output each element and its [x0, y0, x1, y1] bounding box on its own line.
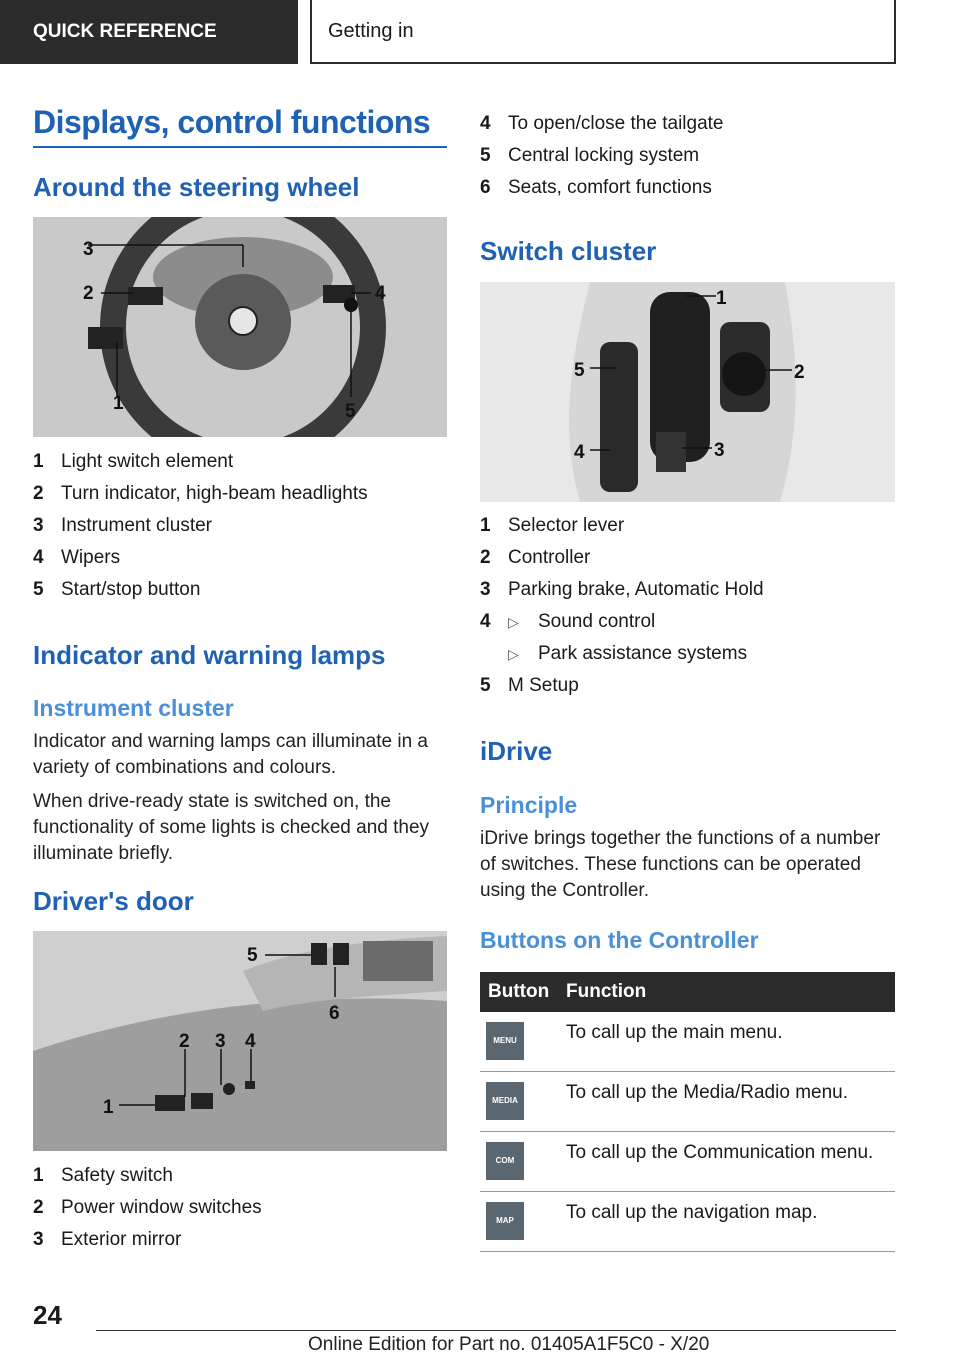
door-callout-1: 1 [103, 1097, 114, 1118]
item-text: Exterior mirror [61, 1229, 182, 1250]
item-text: Controller [508, 547, 591, 568]
item-text: Instrument cluster [61, 515, 212, 536]
lamps-para-2: When drive-ready state is switched on, the functionality of some lights is checked and they illuminate briefly. [33, 791, 430, 864]
steering-legend [33, 446, 447, 606]
item-text: Central locking system [508, 145, 700, 166]
item-number: 5 [33, 579, 44, 600]
list-item [480, 510, 895, 542]
switch-cluster-heading: Switch cluster [480, 236, 657, 266]
list-item [33, 478, 447, 510]
list-item [33, 1160, 447, 1192]
steering-callout-4: 4 [375, 283, 386, 304]
item-number: 3 [33, 1229, 44, 1250]
footer-edition: Online Edition for Part no. 01405A1F5C0 - X/20 [308, 1334, 710, 1355]
item-text: Parking brake, Automatic Hold [508, 579, 764, 600]
steering-heading: Around the steering wheel [33, 172, 360, 202]
item-number: 2 [33, 483, 44, 504]
item-text: Sound control [538, 611, 656, 632]
header-tab: QUICK REFERENCE [0, 0, 298, 64]
item-number: 1 [33, 1165, 44, 1186]
door-callout-6: 6 [329, 1003, 340, 1024]
table-header-row [480, 972, 895, 1012]
item-text: M Setup [508, 675, 579, 696]
list-item [480, 542, 895, 574]
footer-rule [96, 1330, 896, 1331]
cluster-callout-2: 2 [794, 362, 805, 383]
list-item [33, 542, 447, 574]
list-item [480, 606, 895, 638]
item-text: Light switch element [61, 451, 234, 472]
cluster-callout-4: 4 [574, 442, 585, 463]
item-number: 4 [480, 113, 491, 134]
list-item [33, 510, 447, 542]
steering-callout-1: 1 [113, 393, 124, 414]
cluster-callout-1: 1 [716, 288, 727, 309]
table-cell-function: To call up the Media/Radio menu. [558, 1072, 895, 1132]
item-text: To open/close the tailgate [508, 113, 724, 134]
table-cell-function: To call up the Communication menu. [558, 1132, 895, 1192]
buttons-heading: Buttons on the Controller [480, 927, 759, 953]
steering-callout-3: 3 [83, 239, 94, 260]
item-text: Park assistance systems [538, 643, 748, 664]
controller-buttons-table [480, 972, 895, 1252]
lamps-para-1: Indicator and warning lamps can illuminate in a variety of combinations and colours. [33, 731, 428, 778]
door-heading: Driver's door [33, 886, 194, 916]
table-cell-function: To call up the main menu. [558, 1012, 895, 1072]
steering-callout-2: 2 [83, 283, 94, 304]
table-row [480, 1072, 895, 1132]
menu-button-icon: MENU [486, 1022, 524, 1060]
item-text: Turn indicator, high-beam headlights [61, 483, 368, 504]
door-callout-4: 4 [245, 1031, 256, 1052]
list-item [480, 638, 895, 670]
item-number: 3 [480, 579, 491, 600]
map-button-icon: MAP [486, 1202, 524, 1240]
list-item [480, 108, 895, 140]
idrive-body [480, 826, 895, 912]
item-number: 4 [33, 547, 44, 568]
item-text: Seats, comfort functions [508, 177, 712, 198]
com-button-icon: COM [486, 1142, 524, 1180]
lamps-heading: Indicator and warning lamps [33, 640, 386, 670]
lamps-subheading: Instrument cluster [33, 695, 234, 721]
item-text: Safety switch [61, 1165, 173, 1186]
idrive-subheading: Principle [480, 792, 578, 818]
page-title: Displays, control functions [33, 104, 431, 140]
item-number: 2 [480, 547, 491, 568]
table-header-button: Button [480, 972, 558, 1012]
header-section-title: Getting in [310, 0, 896, 64]
item-number: 6 [480, 177, 491, 198]
item-text: Start/stop button [61, 579, 201, 600]
list-item [480, 140, 895, 172]
door-legend-left [33, 1160, 447, 1256]
triangle-bullet-icon: ▷ [508, 613, 519, 630]
triangle-bullet-icon: ▷ [508, 645, 519, 662]
list-item [33, 1192, 447, 1224]
item-text: Wipers [61, 547, 121, 568]
switch-cluster-legend [480, 510, 895, 702]
cluster-callout-5: 5 [574, 360, 585, 381]
cluster-callout-3: 3 [714, 440, 725, 461]
switch-cluster-photo [480, 282, 895, 502]
table-row [480, 1012, 895, 1072]
table-row [480, 1192, 895, 1252]
door-callout-3: 3 [215, 1031, 226, 1052]
steering-callout-5: 5 [345, 401, 356, 422]
item-number: 1 [480, 515, 491, 536]
list-item [480, 172, 895, 204]
list-item [480, 574, 895, 606]
list-item [33, 446, 447, 478]
door-callout-2: 2 [179, 1031, 190, 1052]
item-number: 5 [480, 675, 491, 696]
idrive-para: iDrive brings together the functions of a number of switches. These functions can be operated using the Controller. [480, 828, 881, 901]
idrive-heading: iDrive [480, 736, 553, 766]
item-number: 3 [33, 515, 44, 536]
drivers-door-photo [33, 931, 447, 1151]
table-cell-function: To call up the navigation map. [558, 1192, 895, 1252]
item-number: 4 [480, 611, 491, 632]
list-item [33, 574, 447, 606]
title-underline [33, 146, 447, 148]
item-number: 1 [33, 451, 44, 472]
lamps-body [33, 729, 447, 875]
item-number: 2 [33, 1197, 44, 1218]
list-item [33, 1224, 447, 1256]
table-row [480, 1132, 895, 1192]
door-callout-5: 5 [247, 945, 258, 966]
door-legend-right [480, 108, 895, 204]
item-number: 5 [480, 145, 491, 166]
page-number: 24 [33, 1300, 62, 1330]
steering-wheel-photo [33, 217, 447, 437]
item-text: Power window switches [61, 1197, 262, 1218]
media-button-icon: MEDIA [486, 1082, 524, 1120]
table-header-function: Function [558, 972, 895, 1012]
item-text: Selector lever [508, 515, 625, 536]
list-item [480, 670, 895, 702]
